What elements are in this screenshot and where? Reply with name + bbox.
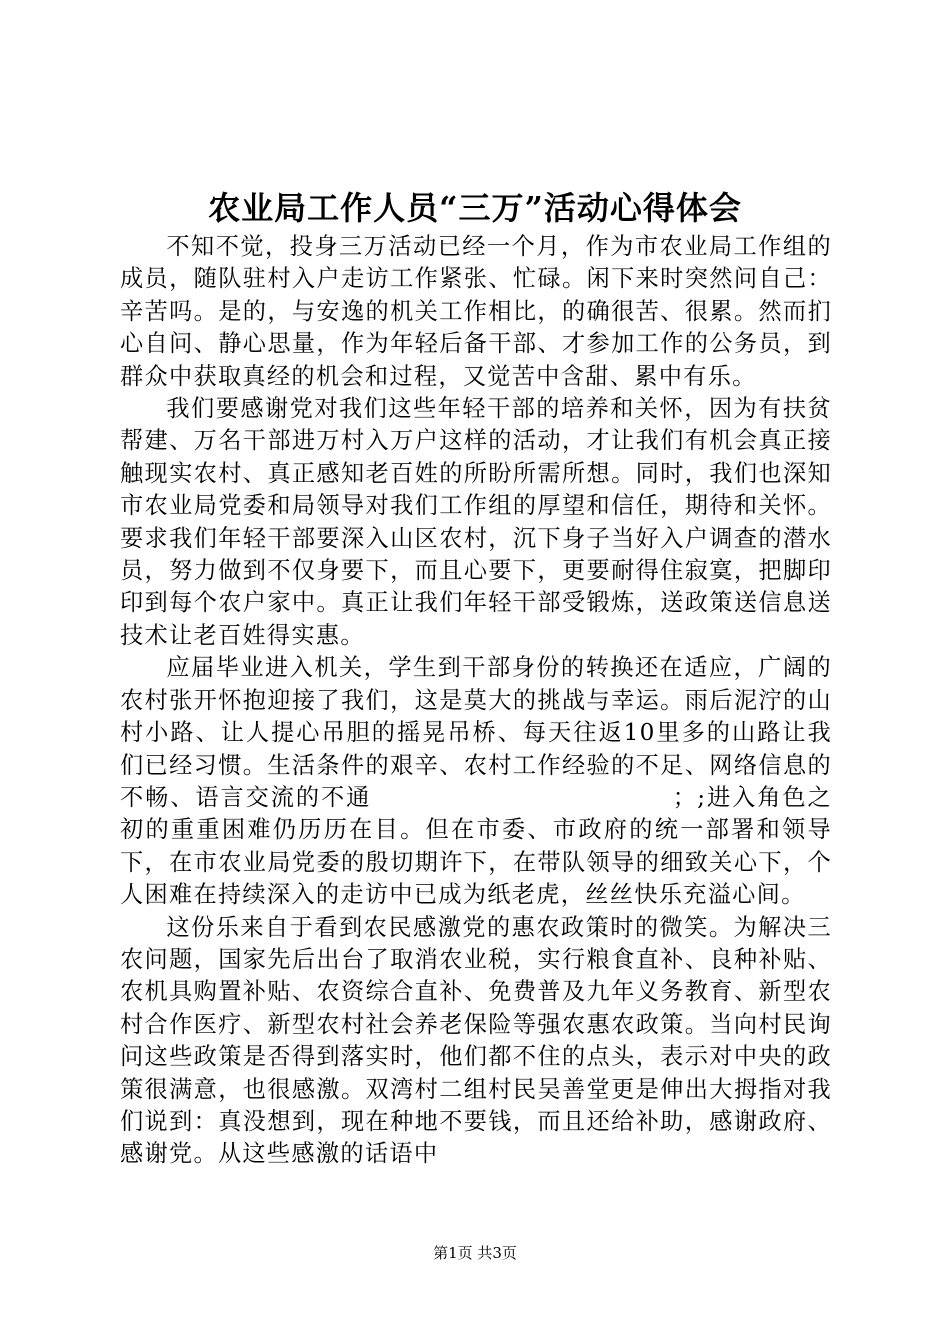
paragraph-4: 这份乐来自于看到农民感激党的惠农政策时的微笑。为解决三农问题，国家先后出台了取消农业税，实行粮食直补、良种补贴、农机具购置补贴、农资综合直补、免费普及九年义务教育、新型农村合作医疗、新型农村社会养老保险等强农惠农政策。当向村民询问这些政策是否得到落实时，他们都不住的点头，表示对中央的政策很满意，也很感激。双湾村二组村民吴善堂更是伸出大拇指对我们说到：真没想到，现在种地不要钱，而且还给补助，感谢政府、感谢党。从这些感激的话语中 [120, 913, 832, 1168]
paragraph-3: 应届毕业进入机关，学生到干部身份的转换还在适应，广阔的农村张开怀抱迎接了我们，这是莫大的挑战与幸运。雨后泥泞的山村小路、让人提心吊胆的摇晃吊桥、每天往返10里多的山路让我们已经习惯。生活条件的艰辛、农村工作经验的不足、网络信息的不畅、语言交流的不通 ；;进入角色之初的重重困难仍历历在目。但在市委、市政府的统一部署和领导下，在市农业局党委的殷切期许下，在带队领导的细致关心下，个人困难在持续深入的走访中已成为纸老虎，丝丝快乐充溢心间。 [120, 654, 832, 909]
document-title: 农业局工作人员“三万”活动心得体会 [208, 189, 742, 227]
paragraph-2: 我们要感谢党对我们这些年轻干部的培养和关怀，因为有扶贫帮建、万名干部进万村入万户这样的活动，才让我们有机会真正接触现实农村、真正感知老百姓的所盼所需所想。同时，我们也深知市农业局党委和局领导对我们工作组的厚望和信任，期待和关怀。要求我们年轻干部要深入山区农村，沉下身子当好入户调查的潜水员，努力做到不仅身要下，而且心要下，更要耐得住寂寞，把脚印印到每个农户家中。真正让我们年轻干部受锻炼，送政策送信息送技术让老百姓得实惠。 [120, 395, 832, 649]
document-body [120, 231, 832, 1171]
paragraph-1: 不知不觉，投身三万活动已经一个月，作为市农业局工作组的成员，随队驻村入户走访工作紧张、忙碌。闲下来时突然问自己：辛苦吗。是的，与安逸的机关工作相比，的确很苦、很累。然而扪心自问、静心思量，作为年轻后备干部、才参加工作的公务员，到群众中获取真经的机会和过程，又觉苦中含甜、累中有乐。 [120, 233, 832, 390]
page-number-footer: 第1页 共3页 [433, 1244, 517, 1262]
